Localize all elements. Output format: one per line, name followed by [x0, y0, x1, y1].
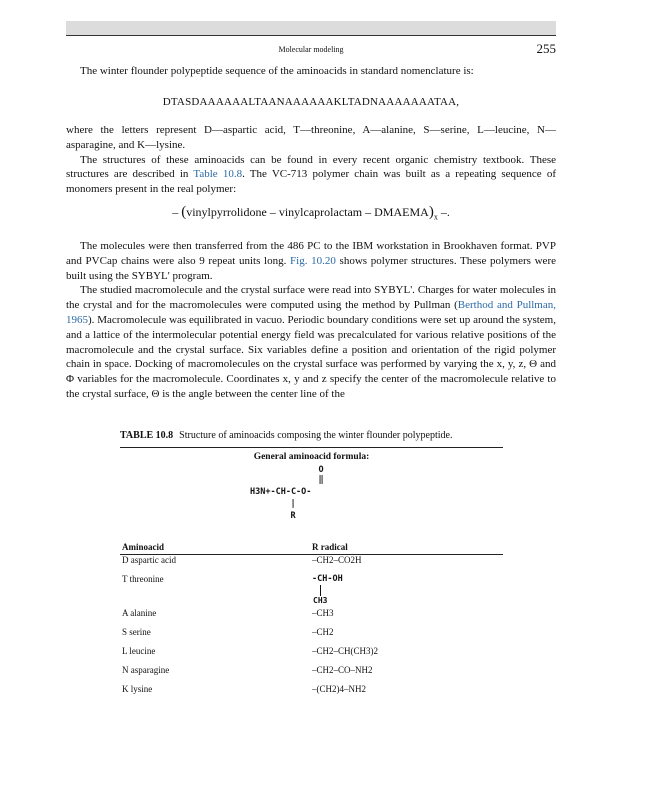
- general-formula: [120, 465, 503, 539]
- structures-paragraph: The structures of these aminoacids can be found in every recent organic chemistry textbook. These structures are described in Table 10.8. The VC-713 polymer chain was built as a repeating sequence of monomers present in the real polymer:: [66, 153, 557, 196]
- radical-bond: [320, 585, 321, 596]
- formula-r-group: R: [290, 511, 296, 521]
- formula-oxygen: O: [318, 465, 324, 475]
- formula-double-bond: ‖: [318, 475, 324, 485]
- radical-value: –CH2–CO–NH2: [312, 665, 373, 675]
- table-row: [120, 665, 503, 684]
- aminoacid-name: N asparagine: [122, 665, 170, 675]
- column-header-aminoacid: Aminoacid: [120, 539, 312, 555]
- running-title: Molecular modeling: [278, 45, 344, 54]
- table-row: [120, 608, 503, 627]
- radical-branch: CH3: [313, 596, 328, 605]
- table-header-row: [120, 539, 503, 555]
- transfer-paragraph: The molecules were then transferred from the 486 PC to the IBM workstation in Brookhaven format. PVP and PVCap chains were also 9 repeat units long. Fig. 10.20 shows polymer structures. These polymers were built using the SYBYL' program.: [66, 240, 556, 282]
- radical-value: –CH2: [312, 627, 334, 637]
- header-rule: [66, 35, 556, 36]
- header-bar: [66, 21, 556, 35]
- column-header-radical: R radical: [312, 539, 503, 555]
- radical-value: –CH2–CH(CH3)2: [312, 646, 379, 656]
- formula-main: H3N+-CH-C-O-: [250, 487, 312, 497]
- aminoacid-name: K lysine: [122, 684, 153, 694]
- table-caption: TABLE 10.8 Structure of aminoacids composing the winter flounder polypeptide.: [120, 430, 453, 441]
- figure-link[interactable]: Fig. 10.20: [290, 254, 336, 267]
- docking-paragraph: The studied macromolecule and the crystal surface were read into SYBYL'. Charges for water molecules in the crystal and for the macromolecules were computed using the method by Pullman (Berthod and Pullman, 1965). Macromolecule was equilibrated in vacuo. Periodic boundary conditions were set up around the system, and a lattice of the intermolecular potential energy field was precalculated for various relative positions of the macromolecule and the crystal surface. Six variables define a position and orientation of the rigid polymer chain in space. Docking of macromolecules on the crystal surface was performed by varying the x, y, z, Θ and Φ variables for the macromolecule. Coordinates x, y and z specify the center of the macromolecule relative to the crystal surface, Θ is the angle between the center line of the: [66, 284, 556, 400]
- polypeptide-sequence: DTASDAAAAAALTAANAAAAAAKLTADNAAAAAAATAA,: [162, 96, 460, 108]
- table-row: [120, 646, 503, 665]
- letters-paragraph: where the letters represent D—aspartic acid, T—threonine, A—alanine, S—serine, L—leucine, N—asparagine, and K—lysine.: [66, 124, 556, 151]
- aminoacid-name: A alanine: [122, 608, 157, 618]
- page-number: 255: [536, 41, 556, 56]
- table-label: TABLE 10.8: [120, 430, 174, 441]
- radical-value: [312, 574, 503, 608]
- formula-single-bond: |: [290, 499, 296, 509]
- table-top-rule: [120, 447, 503, 448]
- formula-body: vinylpyrrolidone – vinylcaprolactam – DMAEMA: [186, 205, 429, 219]
- table-row: [120, 627, 503, 646]
- body-block-2: [66, 239, 556, 402]
- table-link[interactable]: Table 10.8: [193, 168, 243, 181]
- table-row: [120, 574, 503, 608]
- intro-text: The winter flounder polypeptide sequence of the aminoacids in standard nomenclature is:: [80, 65, 474, 77]
- table-row: [120, 684, 503, 703]
- radical-value: –CH2–CO2H: [312, 555, 362, 565]
- table-10-8: [120, 430, 503, 703]
- aminoacid-name: S serine: [122, 627, 151, 637]
- polymer-formula: – (vinylpyrrolidone – vinylcaprolactam – $DMAEMA)_x$ –.: [172, 204, 450, 222]
- table-subheading: General aminoacid formula:: [253, 452, 370, 462]
- aminoacid-table: [120, 539, 503, 703]
- reference-link[interactable]: Berthod and Pullman, 1965: [66, 299, 556, 326]
- aminoacid-name: T threonine: [122, 574, 164, 584]
- intro-paragraph: [66, 64, 556, 79]
- running-header: [66, 42, 556, 58]
- table-row: [120, 555, 503, 575]
- body-block-1: [66, 123, 556, 197]
- radical-value: –CH3: [312, 608, 334, 618]
- aminoacid-name: L leucine: [122, 646, 156, 656]
- radical-main: -CH-OH: [312, 574, 343, 584]
- radical-value: –(CH2)4–NH2: [312, 684, 366, 694]
- aminoacid-name: D aspartic acid: [122, 555, 176, 565]
